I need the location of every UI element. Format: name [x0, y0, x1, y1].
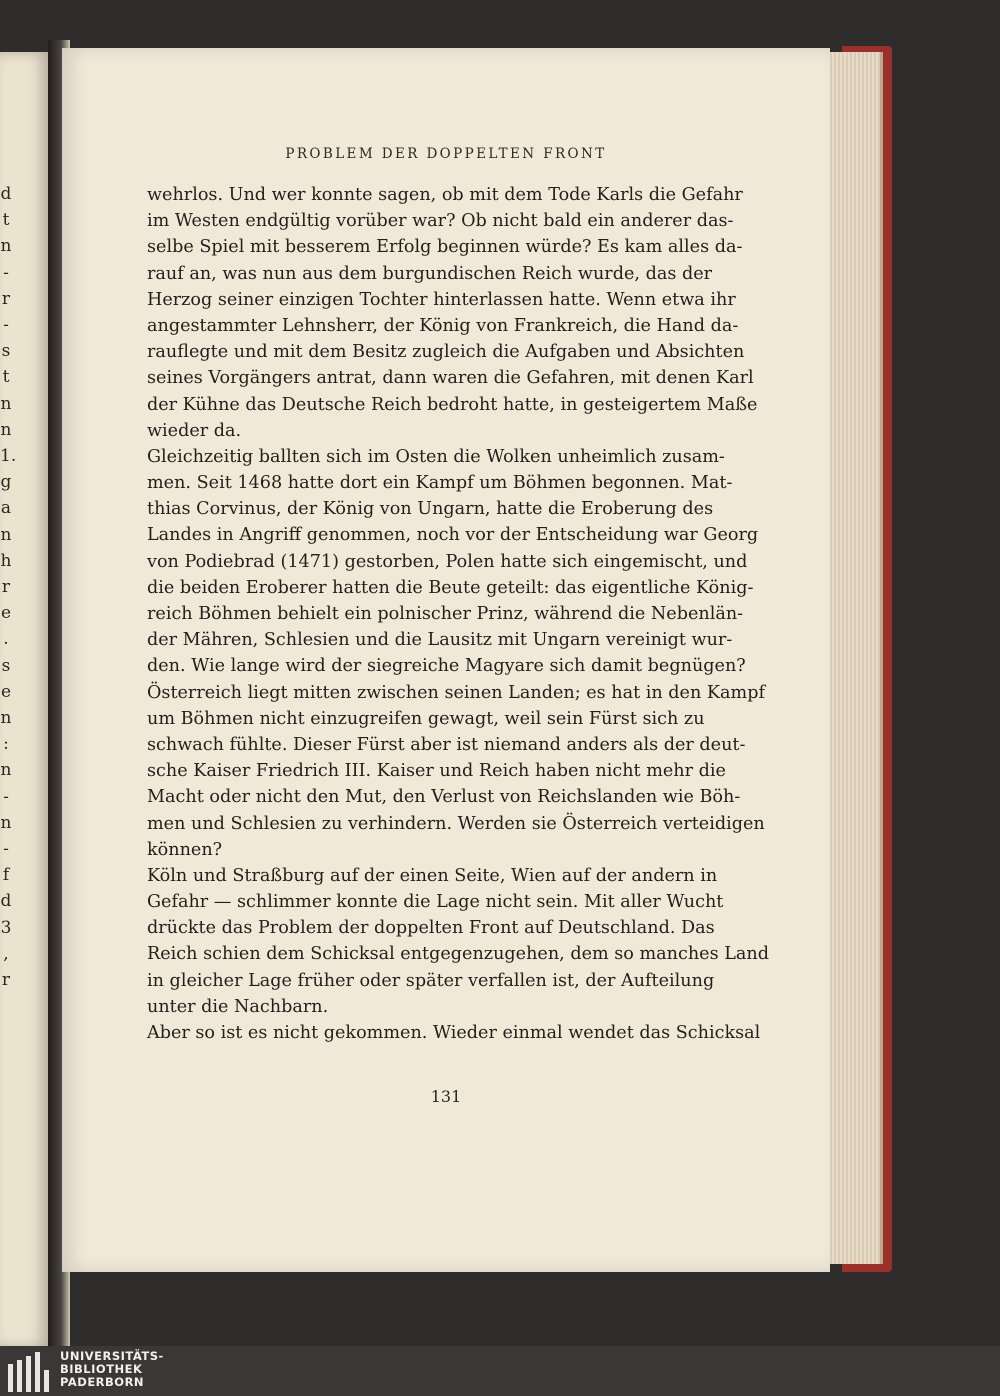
- left-page-glyph: s: [1, 341, 11, 362]
- right-page: [62, 48, 830, 1272]
- left-page-glyph: n: [0, 708, 12, 728]
- text-line: wehrlos. Und wer konnte sagen, ob mit dem Tode Karls die Gefahr: [147, 185, 743, 205]
- text-line: Landes in Angriff genommen, noch vor der Entscheidung war Georg: [147, 525, 759, 546]
- left-page-glyphs: [0, 52, 50, 1346]
- text-line: Gefahr — schlimmer konnte die Lage nicht sein. Mit aller Wucht: [147, 892, 724, 913]
- text-line: im Westen endgültig vorüber war? Ob nicht bald ein anderer das-: [147, 211, 734, 232]
- left-page-glyph: -: [3, 262, 9, 283]
- text-line: können?: [147, 839, 223, 860]
- text-line: der Mähren, Schlesien und die Lausitz mit Ungarn vereinigt wur-: [147, 630, 733, 651]
- left-page-glyph: n: [0, 419, 12, 440]
- text-line: Herzog seiner einzigen Tochter hinterlassen hatte. Wenn etwa ihr: [147, 289, 736, 310]
- text-line: thias Corvinus, der König von Ungarn, hatte die Eroberung des: [147, 499, 714, 520]
- left-page-glyph: d: [0, 184, 12, 204]
- text-line: selbe Spiel mit besserem Erfolg beginnen würde? Es kam alles da-: [147, 237, 743, 258]
- page-number: 131: [430, 1087, 462, 1106]
- left-page-glyph: s: [1, 655, 11, 676]
- left-page-glyph: 3: [0, 917, 12, 938]
- running-head: PROBLEM DER DOPPELTEN FRONT: [285, 146, 607, 162]
- left-page-glyph: d: [0, 891, 12, 912]
- left-page-glyph: t: [2, 210, 10, 231]
- text-line: men. Seit 1468 hatte dort ein Kampf um Böhmen begonnen. Mat-: [147, 473, 733, 494]
- body-text: [147, 182, 769, 1046]
- left-page-glyph: n: [0, 236, 12, 257]
- left-page-glyph: n: [0, 524, 12, 545]
- left-page-glyph: ,: [3, 943, 9, 964]
- library-logo-text: [60, 1350, 164, 1389]
- left-page-glyph: :: [3, 734, 9, 755]
- text-line: angestammter Lehnsherr, der König von Frankreich, die Hand da-: [147, 315, 739, 336]
- left-page-glyph: -: [3, 839, 9, 859]
- logo-line-1: UNIVERSITÄTS-: [60, 1349, 164, 1363]
- text-line: drückte das Problem der doppelten Front auf Deutschland. Das: [147, 918, 715, 939]
- library-logo-icon: [8, 1352, 52, 1392]
- left-page-glyph: r: [1, 970, 11, 990]
- text-line: Macht oder nicht den Mut, den Verlust von Reichslanden wie Böh-: [147, 787, 741, 808]
- text-line: um Böhmen nicht einzugreifen gewagt, weil sein Fürst sich zu: [147, 708, 705, 729]
- text-line: schwach fühlte. Dieser Fürst aber ist niemand anders als der deut-: [147, 734, 746, 755]
- left-page-glyph: g: [0, 472, 12, 493]
- text-line: wieder da.: [147, 420, 242, 441]
- left-page-glyph: t: [2, 367, 10, 388]
- left-page-glyph: .: [3, 629, 9, 650]
- left-page-glyph: r: [1, 577, 11, 597]
- left-page-glyph: r: [1, 288, 11, 309]
- text-line: der Kühne das Deutsche Reich bedroht hatte, in gesteigertem Maße: [147, 394, 758, 415]
- left-page-glyph: a: [0, 498, 12, 519]
- text-line: den. Wie lange wird der siegreiche Magyare sich damit begnügen?: [147, 656, 746, 677]
- logo-line-3: PADERBORN: [60, 1375, 145, 1389]
- left-page-glyph: f: [2, 865, 10, 886]
- left-page-glyph: h: [0, 550, 12, 571]
- text-line: Gleichzeitig ballten sich im Osten die Wolken unheimlich zusam-: [147, 446, 725, 467]
- logo-line-2: BIBLIOTHEK: [60, 1362, 143, 1376]
- text-line: die beiden Eroberer hatten die Beute geteilt: das eigentliche König-: [147, 577, 754, 598]
- left-page: [0, 52, 50, 1346]
- text-line: sche Kaiser Friedrich III. Kaiser und Reich haben nicht mehr die: [147, 761, 726, 782]
- left-page-glyph: e: [0, 603, 12, 624]
- text-line: Österreich liegt mitten zwischen seinen Landen; es hat in den Kampf: [147, 682, 765, 703]
- left-page-glyph: -: [3, 786, 9, 807]
- text-line: Köln und Straßburg auf der einen Seite, Wien auf der andern in: [147, 865, 718, 886]
- page-stack: [828, 52, 883, 1264]
- left-page-glyph: -: [3, 315, 9, 335]
- library-footer: [0, 1346, 1000, 1396]
- text-line: von Podiebrad (1471) gestorben, Polen hatte sich eingemischt, und: [147, 551, 748, 572]
- left-page-glyph: 1.: [0, 446, 17, 466]
- text-line: Aber so ist es nicht gekommen. Wieder einmal wendet das Schicksal: [147, 1023, 761, 1043]
- left-page-glyph: e: [0, 681, 12, 702]
- text-line: Reich schien dem Schicksal entgegenzugehen, dem so manches Land: [147, 944, 769, 965]
- text-line: reich Böhmen behielt ein polnischer Prinz, während die Nebenlän-: [147, 604, 744, 624]
- text-line: men und Schlesien zu verhindern. Werden sie Österreich verteidigen: [147, 813, 765, 834]
- text-line: seines Vorgängers antrat, dann waren die Gefahren, mit denen Karl: [147, 368, 754, 389]
- text-line: rauf an, was nun aus dem burgundischen Reich wurde, das der: [147, 263, 713, 284]
- left-page-glyph: n: [0, 812, 12, 833]
- left-page-glyph: n: [0, 393, 12, 414]
- text-line: rauflegte und mit dem Besitz zugleich die Aufgaben und Absichten: [147, 342, 745, 363]
- text-line: in gleicher Lage früher oder später verfallen ist, der Aufteilung: [147, 970, 715, 991]
- text-line: unter die Nachbarn.: [147, 996, 329, 1017]
- left-page-glyph: n: [0, 760, 12, 781]
